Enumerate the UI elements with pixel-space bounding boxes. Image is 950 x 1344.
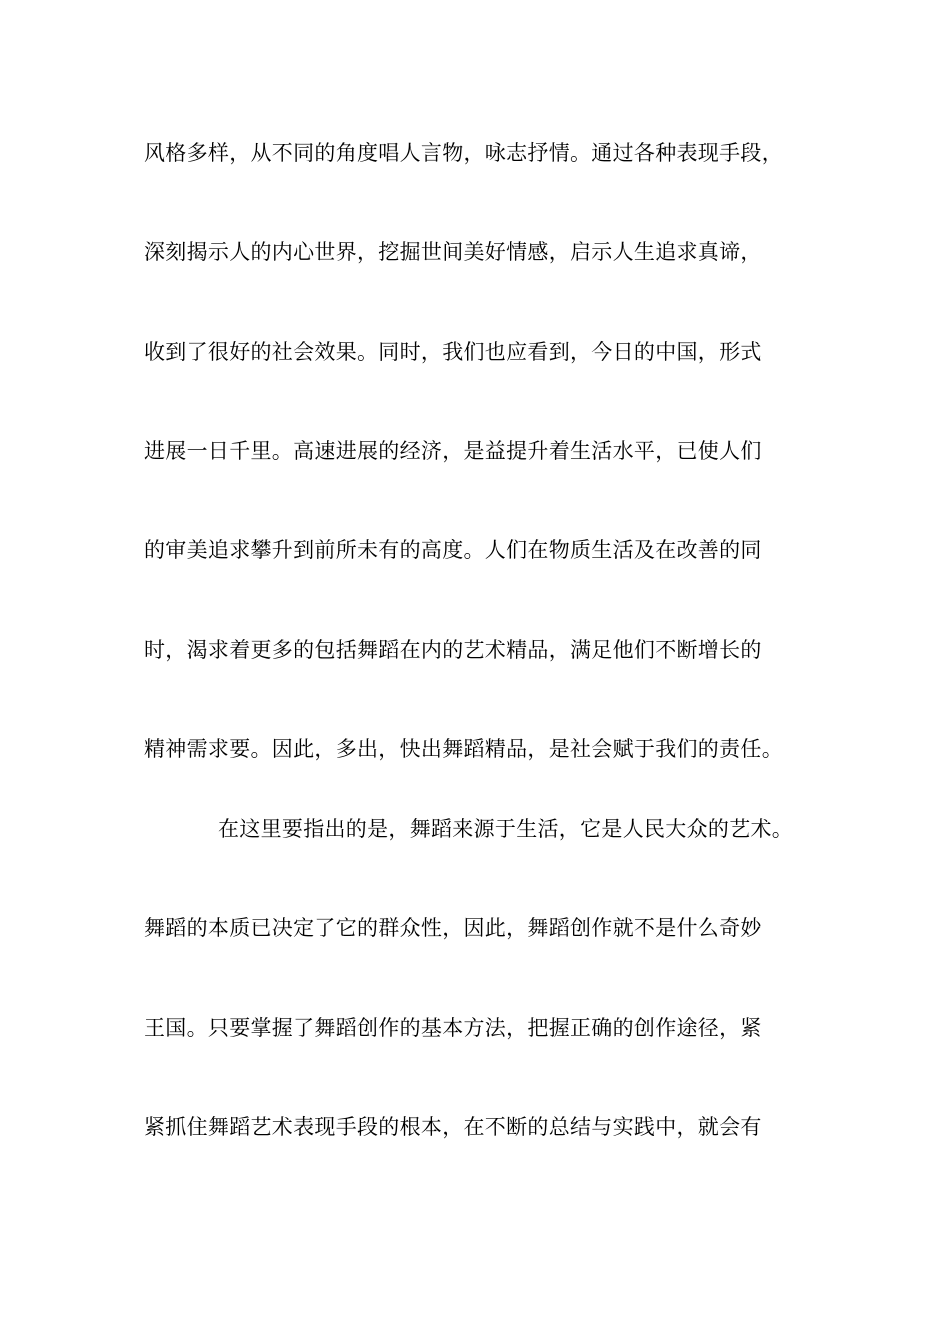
text-line-3: 收到了很好的社会效果。同时，我们也应看到，今日的中国，形式	[144, 340, 762, 364]
text-line-2: 深刻揭示人的内心世界，挖掘世间美好情感，启示人生追求真谛，	[144, 240, 762, 264]
text-line-11: 紧抓住舞蹈艺术表现手段的根本，在不断的总结与实践中，就会有	[144, 1115, 762, 1139]
paragraph-start-line: 在这里要指出的是，舞蹈来源于生活，它是人民大众的艺术。	[218, 817, 794, 841]
text-line-4: 进展一日千里。高速进展的经济，是益提升着生活水平，已使人们	[144, 439, 762, 463]
text-line-1: 风格多样，从不同的角度唱人言物，咏志抒情。通过各种表现手段，	[144, 141, 783, 165]
text-line-5: 的审美追求攀升到前所未有的高度。人们在物质生活及在改善的同	[144, 538, 762, 562]
text-line-7: 精神需求要。因此，多出，快出舞蹈精品，是社会赋于我们的责任。	[144, 737, 783, 761]
text-line-9: 舞蹈的本质已决定了它的群众性，因此，舞蹈创作就不是什么奇妙	[144, 916, 762, 940]
text-line-6: 时，渴求着更多的包括舞蹈在内的艺术精品，满足他们不断增长的	[144, 638, 762, 662]
text-line-10: 王国。只要掌握了舞蹈创作的基本方法，把握正确的创作途径，紧	[144, 1016, 762, 1040]
